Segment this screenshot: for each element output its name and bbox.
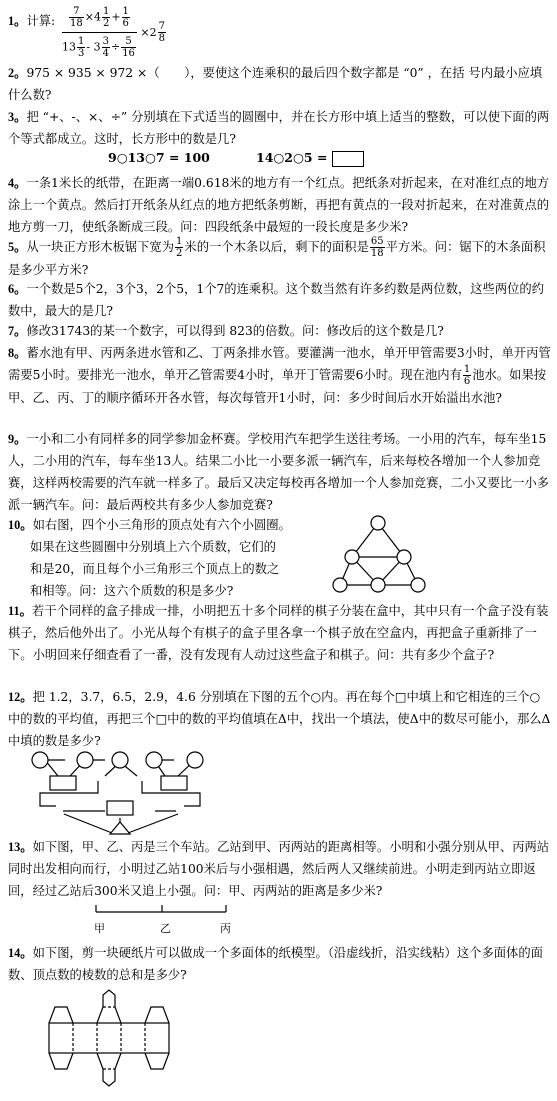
triangle-node (110, 822, 130, 834)
question-text: 和相等。问：这六个质数的积是多少? (30, 584, 234, 598)
station-label: 丙 (220, 922, 231, 935)
question-12 (8, 686, 551, 752)
question-text: 975 × 935 × 972 ×（ ），要使这个连乘积的最后四个数字都是 “0” ，在括 号内最小应填什么数? (8, 66, 543, 102)
fraction (463, 364, 471, 387)
circle-node (411, 578, 425, 592)
average-network-diagram (30, 748, 210, 833)
circle-node (32, 752, 48, 768)
equation-2 (256, 150, 364, 167)
numerator: 1 (176, 236, 183, 247)
question-number: 2。 (8, 66, 27, 80)
question-4 (8, 172, 551, 238)
square-node (107, 801, 133, 815)
question-text: 如果在这些圆圈中分别填上六个质数，它们的 (30, 540, 276, 554)
question-14 (8, 942, 551, 986)
denominator: 2 (176, 248, 183, 259)
question-10 (8, 514, 308, 602)
circle-node (187, 752, 203, 768)
question-text: 若干个同样的盒子排成一排，小明把五十多个同样的棋子分装在盒中，其中只有一个盒子没有装棋子，然后他外出了。小光从每个有棋子的盒子里各拿一个棋子放在空盒内，再把盒子重新排了一下。小明回来仔细查看了一番，没有发现有人动过这些盒子和棋子。问：共有多少个盒子? (8, 604, 549, 662)
question-number: 9。 (8, 432, 27, 446)
question-6 (8, 278, 551, 322)
polyhedron-net-diagram (45, 990, 185, 1090)
question-11 (8, 600, 551, 666)
denominator: 6 (463, 376, 471, 387)
question-text: 把 “+、-、×、÷” 分别填在下式适当的圆圈中，并在长方形中填上适当的整数，可以使下面的两个等式都成立。这时，长方形中的数是几? (8, 110, 550, 146)
question-number: 1。 (8, 14, 27, 28)
question-2 (8, 62, 551, 106)
question-3 (8, 106, 551, 150)
square-node (161, 776, 187, 790)
question-text: 如下图，剪一块硬纸片可以做成一个多面体的纸模型。（沿虚线折，沿实线粘）这个多面体的面数、顶点数的棱数的总和是多少? (8, 946, 543, 982)
question-number: 6。 (8, 282, 27, 296)
question-text: 一条1米长的纸带，在距离一端0.618米的地方有一个红点。把纸条对折起来，在对准红点的地方涂上一个黄点。然后打开纸条从红点的地方把纸条剪断，再把有黄点的一段对折起来，在对准黄点的地方剪一刀，使纸条断成三段。问：四段纸条中最短的一段长度是多少米? (8, 176, 550, 234)
question-text: 和是20，而且每个小三角形三个顶点上的数之 (30, 562, 280, 576)
square-node (50, 776, 76, 790)
station-label: 乙 (160, 922, 171, 935)
question-number: 12。 (8, 690, 33, 704)
equation-2-text: 14○2○5 = (256, 150, 328, 165)
q1-expression: $\frac{7}{18}$ ×4 $\frac{1}{2}$ + $\frac{1}{6}$ 13 $\frac{1}{3}$ - 3 $\frac{3}{4}$ ÷ $\frac{5}{16}$ ×2 $\frac{7}{8}$ (62, 6, 166, 59)
answer-box (332, 151, 364, 167)
question-text: 修改31743的某一个数字，可以得到 823的倍数。问：修改后的这个数是几? (26, 324, 444, 338)
question-text: 蓄水池有甲、丙两条进水管和乙、丁两条排水管。要灌满一池水，单开甲管需要3小时，单开丙管需要5小时。要排光一池水，单开乙管需要4小时，单开丁管需要6小时。现在池内有 (8, 346, 551, 382)
numerator: 65 (370, 236, 384, 247)
station-label: 甲 (94, 922, 105, 935)
question-number: 13。 (8, 840, 33, 854)
circle-node (333, 578, 347, 592)
question-text: 如下图，甲、乙、丙是三个车站。乙站到甲、丙两站的距离相等。小明和小强分别从甲、丙两站同时出发相向而行，小明过乙站100米后与小强相遇，然后两人又继续前进。小明走到丙站立即返回，经过乙站后300米又追上小强。问：甲、丙两站的距离是多少米? (8, 840, 550, 898)
question-number: 10。 (8, 518, 33, 532)
circle-node (112, 752, 128, 768)
question-text: 如右图，四个小三角形的顶点处有六个小圆圈。 (32, 518, 291, 532)
question-text: 米的一个木条以后，剩下的面积是 (184, 240, 369, 254)
denominator: 18 (370, 248, 384, 259)
question-number: 14。 (8, 946, 33, 960)
question-5 (8, 236, 551, 281)
question-text: 从一块正方形木板锯下宽为 (26, 240, 175, 254)
circle-node (371, 516, 385, 530)
question-number: 5。 (8, 240, 27, 254)
circle-node (397, 550, 411, 564)
question-number: 7。 (8, 324, 27, 338)
question-number: 4。 (8, 176, 27, 190)
question-13 (8, 836, 551, 902)
numerator: 1 (463, 364, 471, 375)
question-text: 一小和二小有同样多的同学参加金杯赛。学校用汽车把学生送往考场。一小用的汽车，每车坐15人，二小用的汽车，每车坐13人。结果二小比一小要多派一辆汽车，后来每校各增加一个人参加竞赛，这样两校需要的汽车就一样多了。最后又决定每校再各增加一个人参加竞赛，二小又要比一小多派一辆汽车。问：最后两校共有多少人参加竞赛? (8, 432, 550, 512)
circle-node (146, 752, 162, 768)
equation-1: 9○13○7 = 100 (108, 150, 210, 165)
question-text: 把 1.2，3.7，6.5，2.9，4.6 分别填在下图的五个○内。再在每个□中填上和它相连的三个○中的数的平均值，再把三个□中的数的平均值填在Δ中，找出一个填法，使Δ中的数尽可能小，那么Δ中填的数是多少? (8, 690, 551, 748)
fraction (175, 236, 183, 259)
fraction (370, 236, 385, 259)
question-9 (8, 428, 551, 516)
question-text: 一个数是5个2，3个3，2个5，1个7的连乘积。这个数当然有许多约数是两位数，这些两位的约数中，最大的是几? (8, 282, 545, 318)
question-7 (8, 320, 551, 342)
question-number: 8。 (8, 346, 27, 360)
circle-node (345, 550, 359, 564)
station-line-diagram (90, 902, 240, 937)
circle-node (77, 752, 93, 768)
question-number: 11。 (8, 604, 32, 618)
circle-node (371, 578, 385, 592)
question-text: 池水。如果按甲、乙、丙、丁的顺序循环开各水管，每次每管开1小时，问：多少时间后水开始溢出水池? (8, 368, 547, 405)
question-8 (8, 342, 551, 409)
question-number: 3。 (8, 110, 27, 124)
question-label: 计算: (26, 14, 56, 28)
question-text: 平方米。问：锯下的木条面积是多少平方米? (8, 240, 546, 277)
triangle-diagram (330, 510, 440, 600)
